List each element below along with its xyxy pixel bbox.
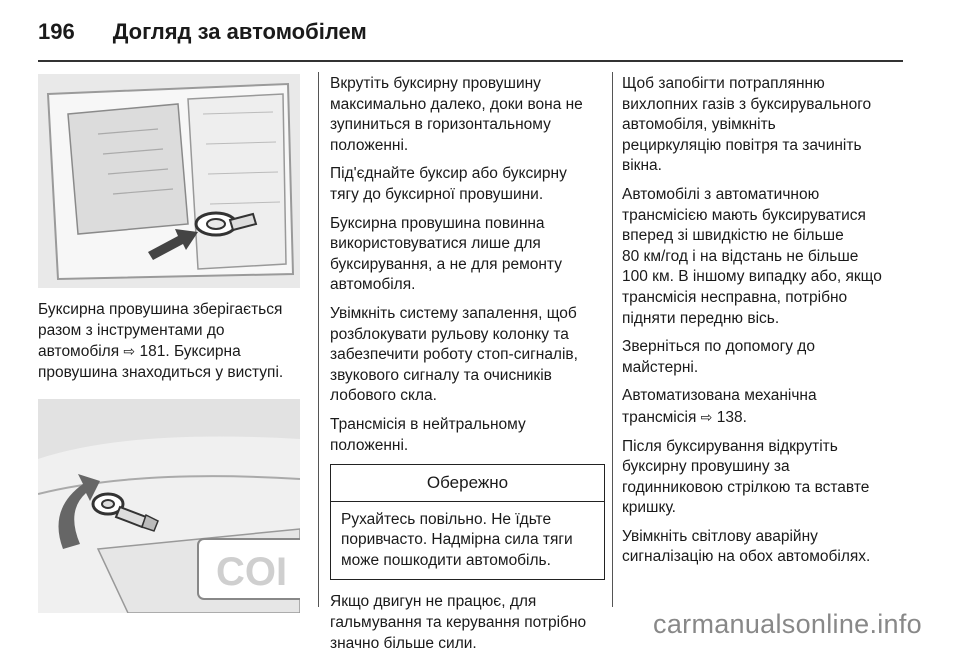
paragraph-hazard-lights: Увімкніть світлову аварійну сигналізацію на обох автомобілях. [622, 527, 871, 566]
column-divider-1 [318, 72, 319, 607]
caution-box [330, 464, 605, 580]
figure-caption: Буксирна провушина зберігається разом з інструментами до автомобіля ⇨ 181. Буксирна провушина знаходиться у виступі. [38, 301, 284, 381]
illustration-towing-eye-install [38, 399, 300, 613]
column-left [38, 74, 306, 613]
page-reference-arrow-icon: ⇨ [123, 343, 136, 360]
column-divider-2 [612, 72, 613, 607]
page-header [38, 14, 367, 50]
paragraph-automated-manual: Автоматизована механічна трансмісія ⇨ 138. [622, 387, 817, 426]
page-reference: 138 [716, 408, 743, 426]
paragraph-ignition: Увімкніть систему запалення, щоб розблокувати рульову колонку та забезпечити роботу стоп-сигналів, звукового сигналу та очисників лобового скла. [330, 304, 578, 405]
watermark: carmanualsonline.info [653, 609, 922, 639]
illustration-tool-compartment [38, 74, 300, 288]
page-reference-arrow-icon: ⇨ [700, 408, 713, 425]
tool-compartment-drawing [38, 74, 300, 288]
plate-text: COI [216, 550, 288, 595]
paragraph-exhaust: Щоб запобігти потраплянню вихлопних газів з буксирувального автомобіля, увімкніть рециркуляцію повітря та зачиніть вікна. [622, 75, 872, 175]
paragraph-screw-in: Вкрутіть буксирну провушину максимально далеко, доки вона не зупиниться в горизонтальному положенні. [330, 75, 583, 154]
column-middle [330, 74, 605, 662]
page-title: Догляд за автомобілем [112, 19, 367, 44]
paragraph-engine-off: Якщо двигун не працює, для гальмування та керування потрібно значно більше сили. [330, 593, 587, 652]
paragraph-automatic: Автомобілі з автоматичною трансмісією мають буксируватися вперед зі швидкістю не більше 80 км/год і на відстань не більше 100 км. В іншому випадку або, якщо трансмісія несправна, потрібно підняти передню вісь. [622, 185, 882, 327]
caution-title: Обережно [331, 465, 604, 502]
paragraph-connect-tow: Під'єднайте буксир або буксирну тягу до буксирної провушини. [330, 165, 567, 203]
paragraph-workshop: Зверніться по допомогу до майстерні. [622, 338, 815, 376]
page-reference: 181 [139, 343, 166, 361]
paragraph-after-towing: Після буксирування відкрутіть буксирну провушину за годинниковою стрілкою та вставте кришку. [622, 437, 870, 517]
paragraph-neutral: Трансмісія в нейтральному положенні. [330, 415, 526, 454]
header-rule [38, 60, 903, 62]
column-right [622, 74, 912, 576]
caution-text: Рухайтесь повільно. Не їдьте поривчасто. Надмірна сила тяги може пошкодити автомобіль. [341, 510, 573, 569]
paragraph-towing-only: Буксирна провушина повинна використовуватися лише для буксирування, а не для ремонту автомобіля. [330, 214, 562, 294]
page-number: 196 [38, 19, 75, 44]
towing-eye-drawing [38, 399, 300, 613]
